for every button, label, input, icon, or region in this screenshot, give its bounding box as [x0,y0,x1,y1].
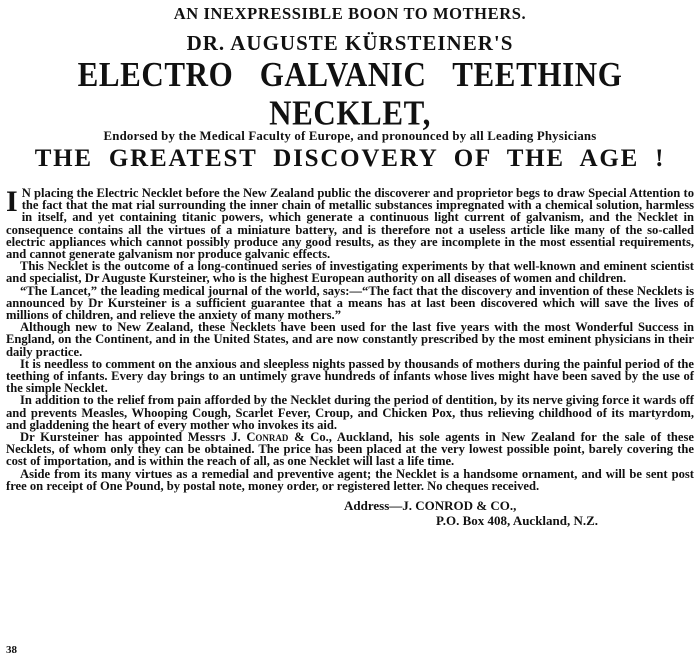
agents-firm-name: Conrad [246,430,289,445]
slogan-heading: THE GREATEST DISCOVERY OF THE AGE ! [34,145,666,172]
address-line-1: Address—J. CONROD & CO., [344,498,517,514]
paragraph-agents [6,431,694,468]
agents-text-b: & Co., Auckland, his sole agents in New Zealand for the sale of these Necklets, of whom only they can be obtained. The price has been placed at the very lowest possible point, barely covering the cost of importation, and is within the reach of all, as one Necklet will last a life time. [6,430,694,469]
paragraph-intro [6,187,694,260]
paragraph-lancet-quote: “The Lancet,” the leading medical journal of the world, says:—“The fact that the discovery and invention of these Necklets is announced by Dr Kursteiner is a sufficient guarantee that a means has at last been discovered which will save the lives of millions of children, and relieve the anxiety of many mothers.” [6,283,694,323]
agents-text-a: Dr Kursteiner has appointed Messrs J. [20,430,247,445]
page-number: 38 [6,644,17,656]
paragraph-success: Although new to New Zealand, these Necklets have been used for the last five years with the most Wonderful Success in England, on the Continent, and in the United States, and are now constantly prescribed by the most eminent physicians in their daily practice. [6,320,694,359]
paragraph-relief: In addition to the relief from pain afforded by the Necklet during the period of dentition, by its nerve giving force it wards off and prevents Measles, Whooping Cough, Scarlet Fever, Croup, and Chicken Pox, thus relieving childhood of its martyrdom, and gladdening the heart of every mother who invokes its aid. [6,393,694,432]
paragraph-anxiety: It is needless to comment on the anxious and sleepless nights passed by thousands of mothers during the painful period of the teething of infants. Every day brings to an untimely grave hundreds of infants whose lives might have been saved by the use of the simple Necklet. [6,356,694,396]
top-headline: AN INEXPRESSIBLE BOON TO MOTHERS. [173,4,527,23]
address-block [6,498,694,528]
paragraph-intro-text: N placing the Electric Necklet before the New Zealand public the discoverer and proprietor begs to draw Special Attention to the fact that the mat rial surrounding the inner chain of metallic substances impregnated with a chemical solution, harmless in itself, and yet containing titanic powers, which generate a continuous light current of galvanism, and the Necklet in consequence contains all the virtues of a miniature battery, and is therefore not a useless article like many of the so-called electric appliances which cannot possibly produce any good results, as they are incomplete in the most essential requirements, and cannot generate galvanism nor produce galvanic effects. [6,186,694,262]
product-title: ELECTRO GALVANIC TEETHING NECKLET, [77,54,623,133]
endorsement-line: Endorsed by the Medical Faculty of Europe, and pronounced by all Leading Physicians [103,129,597,143]
drop-cap: I [6,185,18,218]
advertisement-body [6,187,694,492]
paragraph-ornament: Aside from its many virtues as a remedial and preventive agent; the Necklet is a handsome ornament, and will be sent post free on receipt of One Pound, by postal note, money order, or registered letter. No cheques received. [6,466,694,493]
address-line-2: P.O. Box 408, Auckland, N.Z. [436,513,599,529]
paragraph-origin: This Necklet is the outcome of a long-continued series of investigating experiments by that well-known and eminent scientist and specialist, Dr Auguste Kursteiner, who is the highest European authority on all diseases of women and children. [6,259,694,286]
author-heading: DR. AUGUSTE KÜRSTEINER'S [186,31,514,55]
